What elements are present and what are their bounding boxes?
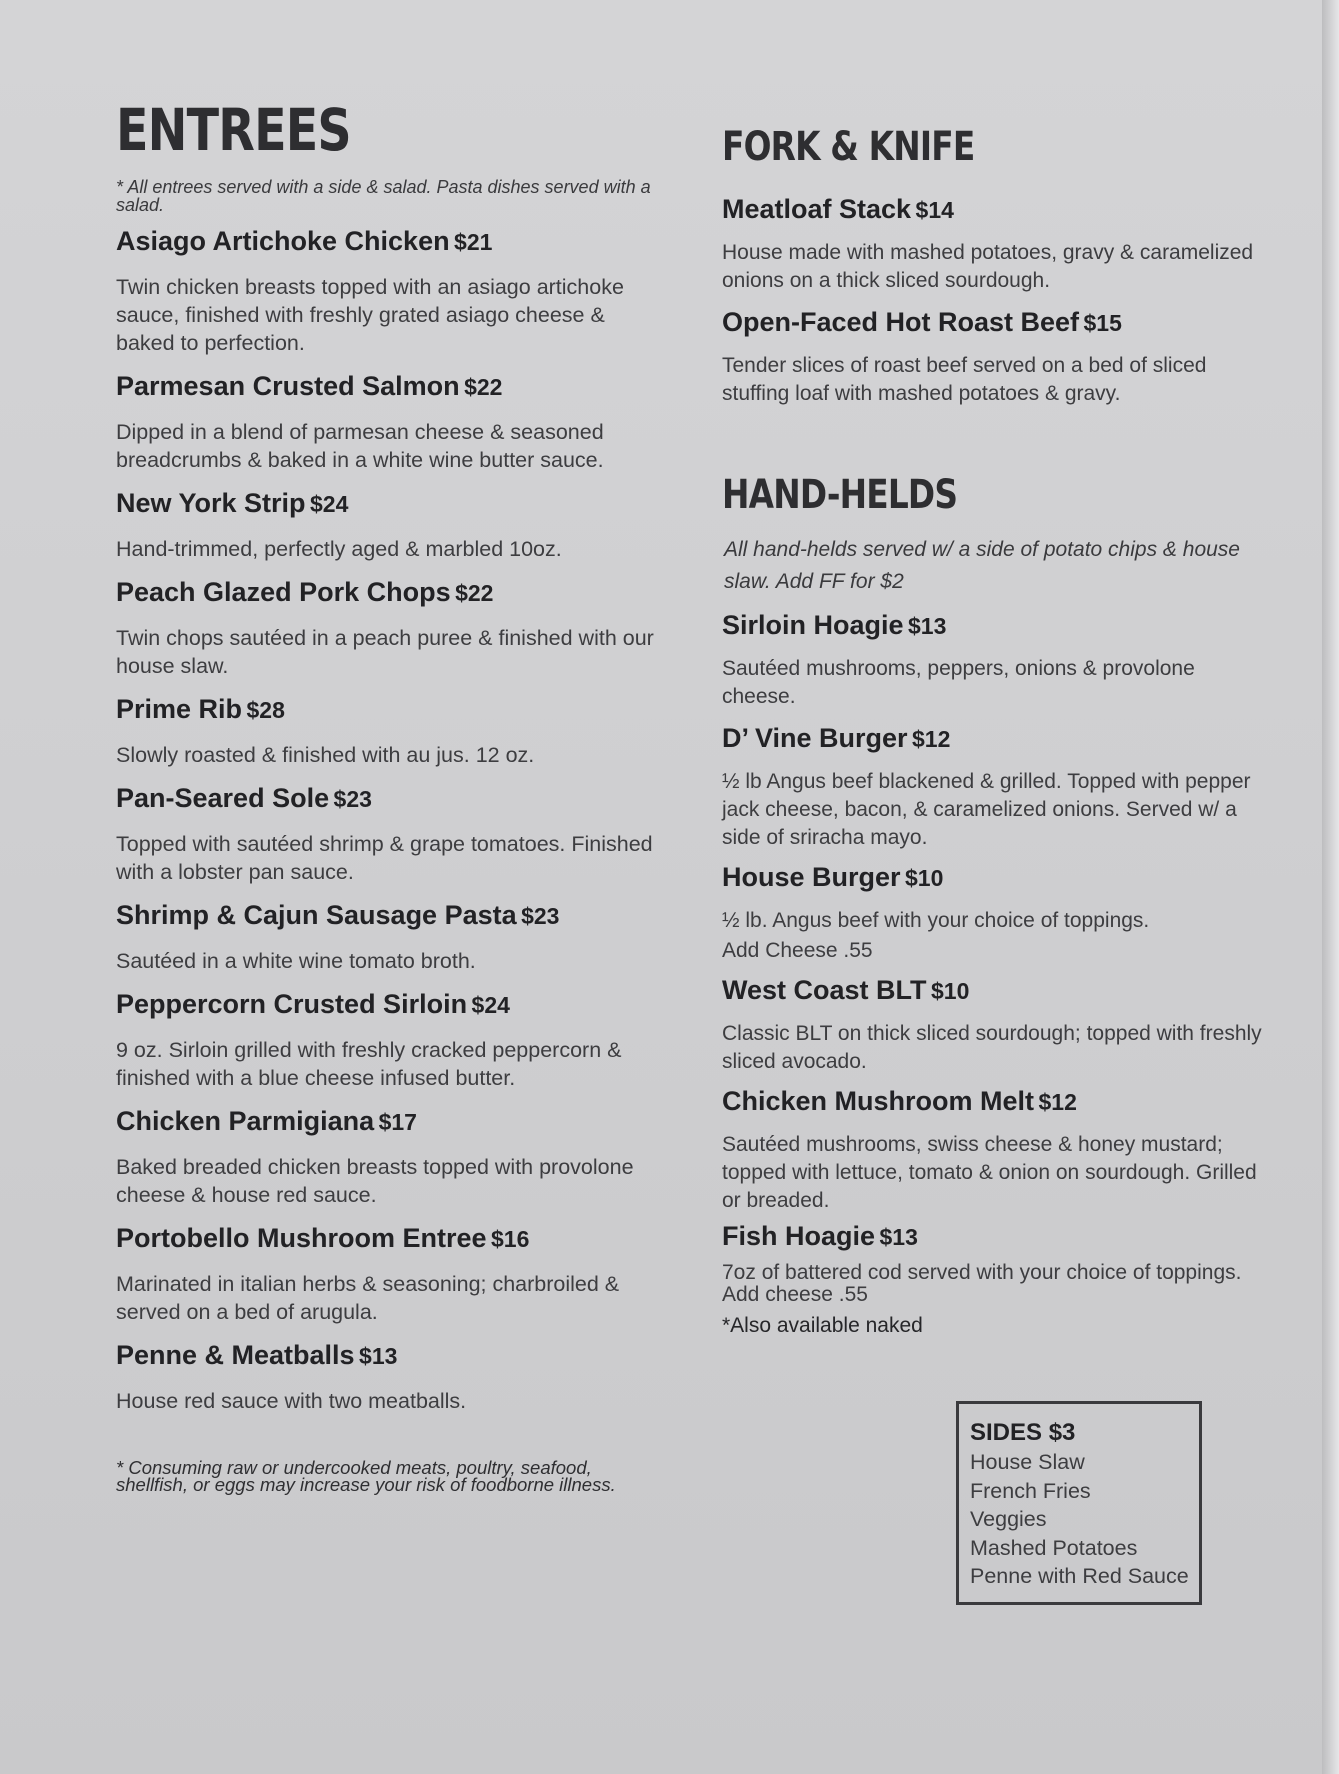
item-price: $24 [310, 491, 349, 517]
item-description: Marinated in italian herbs & seasoning; charbroiled & served on a bed of arugula. [116, 1272, 620, 1324]
item-title [116, 575, 656, 614]
item-name: Pan-Seared Sole [116, 783, 330, 813]
item-price: $12 [912, 726, 951, 752]
item-extra: *Also available naked [722, 1314, 923, 1337]
item-description: Twin chops sautéed in a peach puree & finished with our house slaw. [116, 626, 654, 678]
item-title [116, 224, 656, 263]
item-title [722, 1084, 1262, 1123]
item-name: Shrimp & Cajun Sausage Pasta [116, 900, 517, 930]
item-price: $10 [930, 978, 970, 1004]
item-description: House red sauce with two meatballs. [116, 1389, 467, 1413]
item-name: Sirloin Hoagie [722, 610, 904, 640]
menu-item [116, 575, 656, 680]
item-description: Twin chicken breasts topped with an asiago artichoke sauce, finished with freshly grated asiago cheese & baked to perfection. [116, 275, 624, 355]
menu-item [116, 224, 656, 357]
item-title [722, 608, 1262, 647]
item-description: Baked breaded chicken breasts topped with provolone cheese & house red sauce. [116, 1155, 634, 1207]
hand-helds-heading: HAND-HELDS [722, 472, 958, 518]
item-title [116, 692, 656, 731]
menu-item [722, 721, 1262, 852]
item-description: Topped with sautéed shrimp & grape tomatoes. Finished with a lobster pan sauce. [116, 832, 653, 884]
sides-box [956, 1401, 1202, 1605]
item-description: Sautéed mushrooms, peppers, onions & provolone cheese. [722, 657, 1195, 708]
menu-item [116, 692, 656, 769]
menu-item [116, 987, 656, 1092]
item-description: ½ lb Angus beef blackened & grilled. Topped with pepper jack cheese, bacon, & caramelized onions. Served w/ a side of sriracha mayo. [722, 770, 1251, 849]
item-title [116, 486, 656, 525]
item-title [722, 305, 1262, 344]
item-name: Asiago Artichoke Chicken [116, 226, 450, 256]
hand-helds-note: All hand-helds served w/ a side of potato chips & house slaw. Add FF for $2 [724, 538, 1240, 593]
menu-item [722, 1219, 1262, 1340]
side-item: Mashed Potatoes [970, 1535, 1138, 1560]
menu-item [116, 898, 656, 975]
item-name: New York Strip [116, 488, 306, 518]
item-description: Hand-trimmed, perfectly aged & marbled 10oz. [116, 537, 562, 561]
item-title [722, 973, 1262, 1012]
menu-item [722, 192, 1262, 295]
item-name: Chicken Mushroom Melt [722, 1086, 1035, 1116]
item-name: House Burger [722, 862, 901, 892]
page-edge [1322, 0, 1339, 1774]
item-title [116, 781, 656, 820]
item-description: Dipped in a blend of parmesan cheese & seasoned breadcrumbs & baked in a white wine butter sauce. [116, 420, 604, 472]
item-name: West Coast BLT [722, 975, 927, 1005]
item-price: $21 [454, 229, 493, 255]
sides-title: SIDES $3 [970, 1419, 1076, 1446]
item-name: Penne & Meatballs [116, 1340, 355, 1370]
item-title [116, 1104, 656, 1143]
item-description: Classic BLT on thick sliced sourdough; topped with freshly sliced avocado. [722, 1022, 1262, 1073]
item-description: 7oz of battered cod served with your choice of toppings. Add cheese .55 [722, 1261, 1242, 1306]
entrees-note: * All entrees served with a side & salad. Pasta dishes served with a salad. [116, 177, 651, 215]
item-price: $15 [1083, 310, 1122, 336]
item-price: $12 [1038, 1089, 1077, 1115]
item-price: $13 [879, 1224, 918, 1250]
item-description: Sautéed in a white wine tomato broth. [116, 949, 476, 973]
item-description: ½ lb. Angus beef with your choice of toppings. [722, 909, 1150, 932]
item-price: $14 [915, 197, 954, 223]
item-name: Portobello Mushroom Entree [116, 1223, 487, 1253]
menu-item [722, 973, 1262, 1076]
menu-item [722, 1084, 1262, 1215]
item-name: Meatloaf Stack [722, 194, 912, 224]
item-name: Prime Rib [116, 694, 243, 724]
menu-item [116, 1338, 656, 1415]
side-item: Penne with Red Sauce [970, 1564, 1189, 1588]
item-title [116, 898, 656, 937]
item-name: Peach Glazed Pork Chops [116, 577, 451, 607]
item-price: $28 [246, 697, 285, 723]
item-title [722, 192, 1262, 231]
fork-knife-heading: FORK & KNIFE [722, 124, 975, 170]
item-name: D’ Vine Burger [722, 723, 908, 753]
item-price: $16 [490, 1226, 530, 1252]
entrees-column [116, 96, 656, 1493]
item-title [722, 860, 1262, 899]
item-name: Peppercorn Crusted Sirloin [116, 989, 468, 1019]
item-title [116, 1338, 656, 1377]
menu-item [722, 608, 1262, 711]
item-name: Parmesan Crusted Salmon [116, 371, 460, 401]
item-price: $24 [471, 992, 510, 1018]
side-item: French Fries [970, 1478, 1091, 1503]
item-name: Chicken Parmigiana [116, 1106, 375, 1136]
item-price: $13 [907, 613, 947, 639]
item-price: $22 [464, 374, 503, 400]
item-name: Open-Faced Hot Roast Beef [722, 307, 1080, 337]
item-description: House made with mashed potatoes, gravy & caramelized onions on a thick sliced sourdough. [722, 241, 1254, 292]
item-title [116, 1221, 656, 1260]
item-title [722, 1219, 1262, 1258]
item-price: $23 [521, 903, 560, 929]
item-title [116, 369, 656, 408]
menu-item [722, 305, 1262, 408]
menu-item [116, 369, 656, 474]
right-column [722, 122, 1262, 1340]
item-price: $23 [333, 786, 372, 812]
item-description: Slowly roasted & finished with au jus. 12 oz. [116, 743, 535, 767]
entrees-heading: ENTREES [116, 96, 351, 164]
item-price: $22 [455, 580, 494, 606]
menu-item [116, 486, 656, 563]
side-item: Veggies [970, 1507, 1047, 1531]
item-description: Sautéed mushrooms, swiss cheese & honey mustard; topped with lettuce, tomato & onion on sourdough. Grilled or breaded. [722, 1133, 1257, 1212]
item-extra: Add Cheese .55 [722, 939, 873, 962]
foodborne-illness-footnote: * Consuming raw or undercooked meats, poultry, seafood, shellfish, or eggs may increase your risk of foodborne illness. [116, 1457, 616, 1495]
menu-item [722, 860, 1262, 965]
item-name: Fish Hoagie [722, 1221, 876, 1251]
item-description: 9 oz. Sirloin grilled with freshly cracked peppercorn & finished with a blue cheese infused butter. [116, 1038, 622, 1090]
item-price: $17 [378, 1109, 417, 1135]
item-price: $13 [359, 1343, 398, 1369]
item-title [116, 987, 656, 1026]
item-title [722, 721, 1262, 760]
menu-item [116, 1104, 656, 1209]
menu-item [116, 1221, 656, 1326]
item-description: Tender slices of roast beef served on a bed of sliced stuffing loaf with mashed potatoes & gravy. [722, 354, 1207, 405]
side-item: House Slaw [970, 1450, 1085, 1474]
item-price: $10 [905, 865, 944, 891]
menu-item [116, 781, 656, 886]
